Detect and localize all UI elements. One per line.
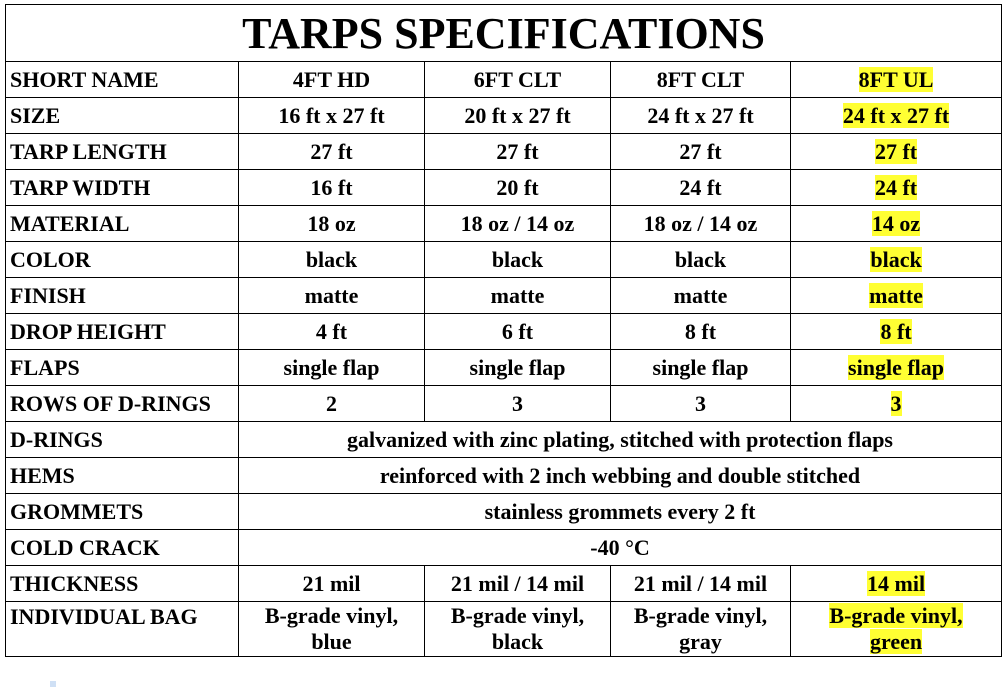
spec-value — [239, 134, 425, 170]
spec-value — [611, 242, 791, 278]
spec-label: FINISH — [6, 278, 239, 314]
spec-value-text: 18 oz / 14 oz — [460, 210, 575, 236]
spec-row — [6, 494, 1002, 530]
spec-label: TARP WIDTH — [6, 170, 239, 206]
spec-value-text: 4FT HD — [292, 66, 371, 92]
spec-sheet — [5, 4, 1001, 657]
spec-value — [239, 386, 425, 422]
spec-row — [6, 278, 1002, 314]
spec-value-line: green — [869, 629, 923, 654]
spec-value — [611, 350, 791, 386]
spec-value — [611, 566, 791, 602]
spec-value-text: 24 ft — [874, 174, 918, 200]
spec-value-text: 3 — [890, 390, 902, 416]
spec-label: INDIVIDUAL BAG — [6, 602, 239, 657]
spec-value-text: black — [870, 246, 922, 272]
spec-value-text: 18 oz / 14 oz — [643, 210, 758, 236]
spec-value-text: 21 mil — [302, 570, 361, 596]
spec-shared-value: reinforced with 2 inch webbing and double stitched — [239, 458, 1002, 494]
spec-value — [425, 278, 611, 314]
spec-label: D-RINGS — [6, 422, 239, 458]
spec-value-text: 6 ft — [501, 318, 534, 344]
spec-value-text: 8FT CLT — [656, 66, 745, 92]
spec-value-text: 6FT CLT — [473, 66, 562, 92]
spec-value-text: 27 ft — [310, 138, 353, 164]
spec-value — [611, 278, 791, 314]
spec-value-text: 16 ft — [310, 174, 353, 200]
spec-value — [239, 62, 425, 98]
spec-value-text: 18 oz — [307, 210, 356, 236]
spec-label: HEMS — [6, 458, 239, 494]
spec-value-text: 24 ft x 27 ft — [842, 102, 950, 128]
spec-value-line: black — [491, 629, 544, 654]
spec-value — [611, 170, 791, 206]
spec-value-line: gray — [679, 629, 722, 654]
spec-value-text: 27 ft — [874, 138, 918, 164]
spec-value-line: B-grade vinyl, — [829, 603, 963, 628]
spec-value-text: 3 — [695, 390, 706, 416]
spec-value — [791, 386, 1002, 422]
spec-value — [425, 602, 611, 657]
spec-value-text: single flap — [848, 354, 945, 380]
spec-value — [239, 278, 425, 314]
spec-value-text: 4 ft — [315, 318, 348, 344]
spec-value-text: 16 ft x 27 ft — [278, 102, 385, 128]
spec-value — [425, 98, 611, 134]
spec-value — [791, 602, 1002, 657]
spec-value — [791, 566, 1002, 602]
spec-row — [6, 134, 1002, 170]
spec-value — [791, 98, 1002, 134]
spec-label: DROP HEIGHT — [6, 314, 239, 350]
spec-value-text: 3 — [512, 390, 523, 416]
spec-value-text: black — [491, 246, 544, 272]
spec-value-text: 21 mil / 14 mil — [450, 570, 585, 596]
spec-value — [791, 62, 1002, 98]
spec-value-text: 20 ft x 27 ft — [464, 102, 571, 128]
spec-label: MATERIAL — [6, 206, 239, 242]
spec-row — [6, 242, 1002, 278]
spec-label: THICKNESS — [6, 566, 239, 602]
spec-value-text: single flap — [652, 354, 749, 380]
spec-row — [6, 98, 1002, 134]
spec-value-text: matte — [869, 282, 923, 308]
spec-value — [611, 602, 791, 657]
spec-label: FLAPS — [6, 350, 239, 386]
spec-value-text: 14 mil — [867, 570, 926, 596]
spec-row — [6, 422, 1002, 458]
spec-value — [239, 566, 425, 602]
spec-label: SHORT NAME — [6, 62, 239, 98]
spec-value-line: blue — [311, 629, 352, 654]
spec-value — [611, 206, 791, 242]
spec-value-text: 2 — [326, 390, 337, 416]
spec-row — [6, 350, 1002, 386]
spec-row — [6, 314, 1002, 350]
spec-value-text: matte — [490, 282, 545, 308]
spec-value-text: 24 ft x 27 ft — [647, 102, 754, 128]
spec-value — [425, 350, 611, 386]
spec-value — [425, 566, 611, 602]
spec-value-text: 24 ft — [679, 174, 722, 200]
spec-value — [239, 206, 425, 242]
spec-value — [425, 386, 611, 422]
spec-value-text: 21 mil / 14 mil — [633, 570, 768, 596]
spec-shared-value: galvanized with zinc plating, stitched with protection flaps — [239, 422, 1002, 458]
spec-value-text: single flap — [469, 354, 566, 380]
spec-value — [425, 242, 611, 278]
spec-value — [611, 134, 791, 170]
spec-value — [791, 350, 1002, 386]
spec-value — [611, 98, 791, 134]
spec-value — [791, 314, 1002, 350]
spec-value-text: black — [305, 246, 358, 272]
spec-value — [791, 242, 1002, 278]
spec-value-text: 8 ft — [880, 318, 912, 344]
spec-value-line: B-grade vinyl, — [264, 603, 399, 628]
spec-value-text: 8FT UL — [858, 66, 934, 92]
spec-value — [425, 314, 611, 350]
spec-value-text: matte — [304, 282, 359, 308]
spec-value-text: 20 ft — [496, 174, 539, 200]
spec-row — [6, 170, 1002, 206]
spec-value-text: 14 oz — [871, 210, 921, 236]
table-title: TARPS SPECIFICATIONS — [6, 5, 1002, 62]
spec-value — [791, 206, 1002, 242]
spec-label: COLD CRACK — [6, 530, 239, 566]
spec-value-line: B-grade vinyl, — [450, 603, 585, 628]
spec-value — [425, 62, 611, 98]
spec-shared-value: stainless grommets every 2 ft — [239, 494, 1002, 530]
spec-row — [6, 386, 1002, 422]
spec-value-text: matte — [673, 282, 728, 308]
spec-value — [239, 350, 425, 386]
spec-value — [239, 242, 425, 278]
spec-value-text: single flap — [283, 354, 380, 380]
spec-label: ROWS OF D-RINGS — [6, 386, 239, 422]
spec-value-text: 8 ft — [684, 318, 717, 344]
spec-row — [6, 602, 1002, 657]
spec-row — [6, 62, 1002, 98]
spec-row — [6, 530, 1002, 566]
specs-table — [5, 4, 1002, 657]
cursor-mark — [50, 681, 56, 687]
spec-value-text: 27 ft — [496, 138, 539, 164]
spec-value — [425, 206, 611, 242]
spec-value — [239, 170, 425, 206]
spec-label: SIZE — [6, 98, 239, 134]
spec-value — [791, 134, 1002, 170]
spec-label: COLOR — [6, 242, 239, 278]
spec-row — [6, 566, 1002, 602]
spec-value — [239, 314, 425, 350]
title-row — [6, 5, 1002, 62]
spec-shared-value: -40 °C — [239, 530, 1002, 566]
spec-row — [6, 458, 1002, 494]
spec-value — [611, 386, 791, 422]
spec-value — [791, 278, 1002, 314]
spec-value — [425, 170, 611, 206]
spec-value-text: 27 ft — [679, 138, 722, 164]
spec-value-text: black — [674, 246, 727, 272]
spec-value — [611, 314, 791, 350]
spec-value-line: B-grade vinyl, — [633, 603, 768, 628]
spec-row — [6, 206, 1002, 242]
spec-label: TARP LENGTH — [6, 134, 239, 170]
spec-value — [611, 62, 791, 98]
spec-value — [239, 98, 425, 134]
spec-label: GROMMETS — [6, 494, 239, 530]
spec-value — [425, 134, 611, 170]
spec-value — [791, 170, 1002, 206]
spec-value — [239, 602, 425, 657]
